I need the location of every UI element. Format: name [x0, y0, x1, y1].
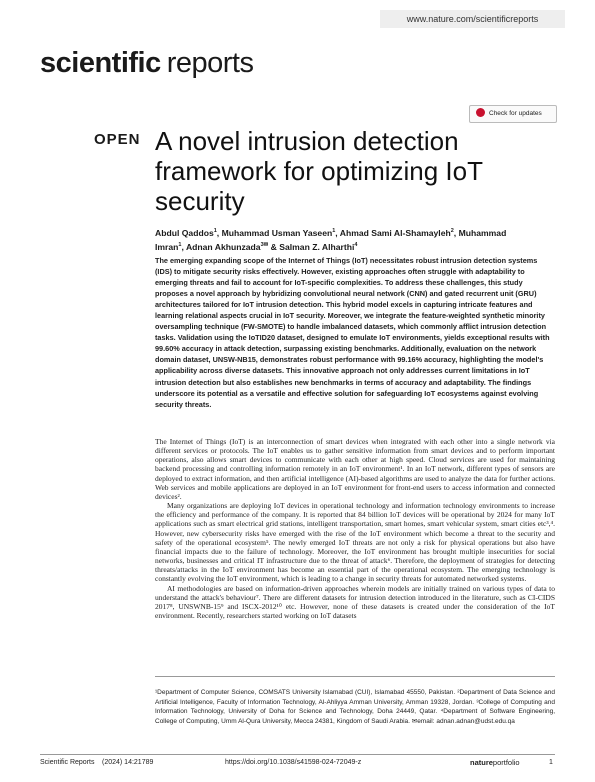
footer-journal: Scientific Reports [40, 759, 95, 766]
publisher-name-regular: portfolio [492, 758, 520, 767]
publisher-logo [470, 757, 520, 769]
body-paragraph: The Internet of Things (IoT) is an interconnection of smart devices when integrated with each other into a single network via different services or protocols. The IoT enables us to gather sensitive information from smart devices and to perform important operations, also allows smart devices to communicate with each other at high speed. Cloud services are used for maintaining backend processing and controlling information remotely in an IoT environment¹. In an IoT network, different types of sensors are deployed to extract information, and then artificial intelligence (AI)-based algorithms are used to analyze the data for further actions. Web services and mobile applications are deployed in an IoT environment for front-end users to access information and connected devices². [155, 437, 555, 501]
article-body [155, 437, 555, 620]
footer-volume: (2024) 14:21789 [102, 759, 154, 766]
author-affiliation-marker: 3✉ [260, 241, 269, 248]
author-affiliation-marker: 1 [332, 228, 336, 234]
check-for-updates-button[interactable] [469, 105, 557, 123]
check-updates-label: Check for updates [489, 110, 542, 117]
journal-url[interactable]: www.nature.com/scientificreports [380, 10, 565, 28]
author-name[interactable]: Adnan Akhunzada [185, 241, 261, 252]
body-paragraph: AI methodologies are based on information-driven approaches wherein models are initially trained on various types of data to understand the attack's behaviour⁷. There are different datasets for intrusion detection introduced in the literature, such as CI-CIDS 2017⁸, UNSWNB-15⁹ and ISCX-2012¹⁰ etc. However, none of these datasets is created under the consideration of the IoT environment. Recently, researchers started working on IoT datasets [155, 583, 555, 620]
abstract: The emerging expanding scope of the Internet of Things (IoT) necessitates robust intrusion detection systems (IDS) to mitigate security risks effectively. However, existing approaches often struggle with adaptability to emerging threats and fail to account for IoT-specific complexities. To address these challenges, this study proposes a novel approach by hybridizing convolutional neural network (CNN) and gated recurrent unit (GRU) architectures tailored for IoT intrusion detection. This hybrid model excels in capturing intricate features and learning relational aspects crucial in IoT security. Moreover, we integrate the feature-weighted synthetic minority oversampling technique (FW-SMOTE) to handle imbalanced datasets, which commonly afflict intrusion detection tasks. Validation using the IoTID20 dataset, designed to emulate IoT environments, yields exceptional results with 99.60% accuracy in attack detection, surpassing existing benchmarks. Additionally, evaluation on the network domain dataset, UNSW-NB15, demonstrates robust performance with 99.16% accuracy, highlighting the model's applicability across diverse datasets. This innovative approach not only addresses current limitations in IoT intrusion detection but also establishes new benchmarks in terms of accuracy and adaptability. The findings underscore its potential as a versatile and effective solution for safeguarding IoT ecosystems against evolving security threats. [155, 256, 550, 409]
publisher-name-bold: nature [470, 758, 493, 767]
journal-logo[interactable] [40, 47, 253, 80]
author-name[interactable]: Ahmad Sami Al-Shamayleh [339, 227, 451, 238]
author-affiliation-marker: 1 [178, 241, 182, 248]
affiliations: ¹Department of Computer Science, COMSATS University Islamabad (CUI), Islamabad 45550, Pakistan. ²Department of Data Science and Artificial Intelligence, Faculty of Information Technology, Al-Ahliyya Amman University, Amman 19328, Jordan. ³College of Computing and Information Technology, University of Doha for Science and Technology, Doha 24449, Qatar. ⁴Department of Software Engineering, College of Computing, Umm Al-Qura University, Mecca 24381, Kingdom of Saudi Arabia. ✉email: adnan.adnan@udst.edu.qa [155, 689, 555, 725]
author-affiliation-marker: 4 [354, 241, 358, 248]
author-name[interactable]: Abdul Qaddos [155, 227, 214, 238]
author-name[interactable]: Salman Z. Alharthi [279, 241, 355, 252]
author-name[interactable]: Muhammad Usman Yaseen [221, 227, 333, 238]
affiliations-divider [155, 676, 555, 677]
page-number: 1 [549, 759, 553, 766]
footer-doi-link[interactable]: https://doi.org/10.1038/s41598-024-72049-z [225, 759, 362, 766]
footer-divider [40, 754, 555, 755]
journal-name-bold: scientific [40, 47, 161, 79]
article-title: A novel intrusion detection framework for optimizing IoT security [155, 126, 483, 216]
author-affiliation-marker: 1 [213, 228, 217, 234]
author-name[interactable]: Muhammad Imran [155, 227, 507, 252]
open-access-label: OPEN [94, 131, 141, 148]
check-updates-icon [476, 108, 485, 117]
author-affiliation-marker: 2 [450, 228, 454, 234]
body-paragraph: Many organizations are deploying IoT devices in operational technology and information technology environments to increase the efficiency and performance of the company. It is reported that 84 billion IoT devices will be operational by 2024 for many IoT applications such as smart electrical grid stations, intelligent transportation, smart homes, smart vehicular system, smart cities etc³,⁴. However, new cybersecurity risks have emerged with the rise of the IoT environment which become a threat to the security and safety of the operational ecosystem⁵. The newly emerged IoT threats are not only a risk for physical operations but also have financial impacts due to the failure of technology. Moreover, the IoT environment has brought multiple insecurities for social networks, businesses and critical IT infrastructure due to the threat of attack⁶. Therefore, the deployment of strategies for detecting threats/attacks in the IoT environment has become an essential part of the operational ecosystem. The emerging technology is constantly evolving the IoT environment, which is leading to a change in security threats for automated networked systems. [155, 501, 555, 584]
author-list: Abdul Qaddos$^1$, Muhammad Usman Yaseen$^1$, Ahmad Sami Al-Shamayleh$^2$, Muhammad Imran$^1$, Adnan Akhunzada$^{3✉}$ & Salman Z. Alharthi$^4$ [155, 227, 507, 252]
journal-name-regular: reports [166, 47, 254, 79]
